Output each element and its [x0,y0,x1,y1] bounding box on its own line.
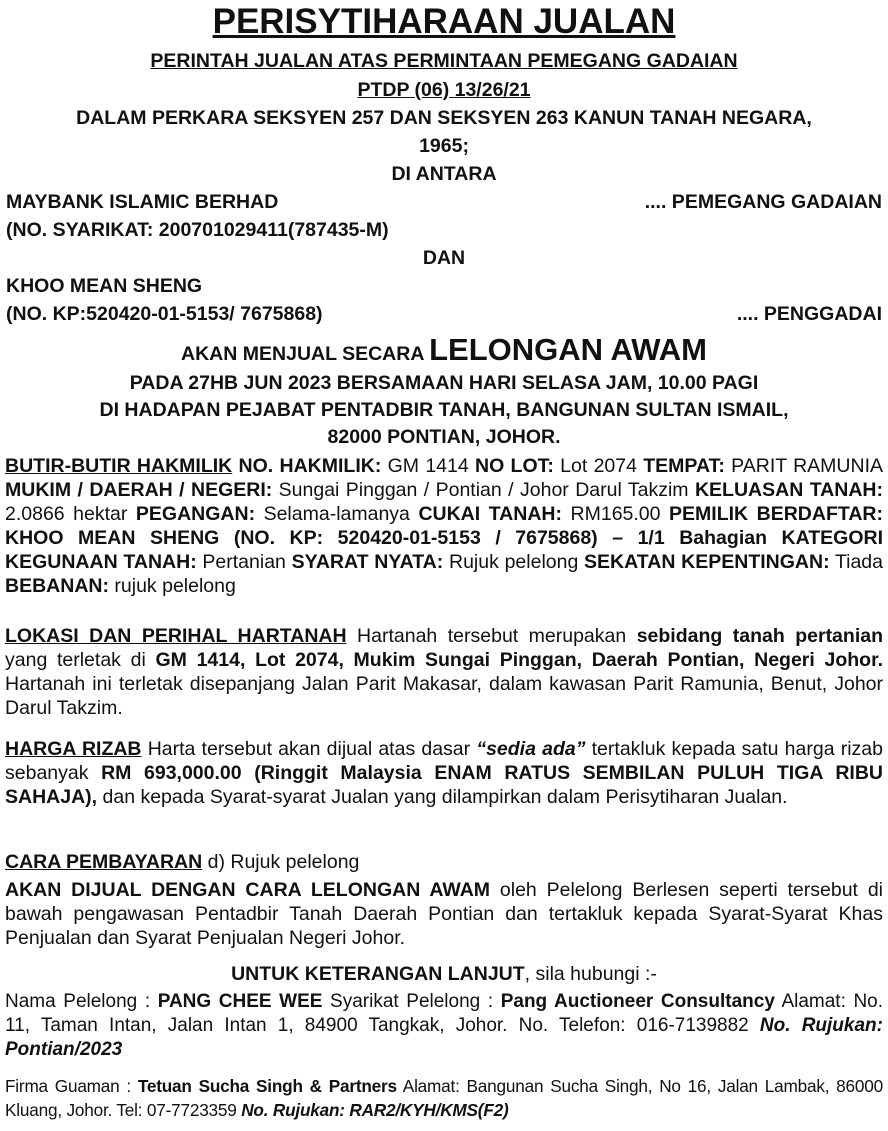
contact-heading-line [6,962,882,986]
tax: RM165.00 [562,503,670,525]
reserve-price: RM 693,000.00 (Ringgit Malaysia ENAM RATUS SEMBILAN PULUH TIGA RIBU SAHAJA), [5,762,883,808]
chargee-registration: (NO. SYARIKAT: 200701029411(787435-M) [6,219,389,241]
label-title-no: NO. HAKMILIK: [232,455,382,477]
between-label: DI ANTARA [391,163,497,185]
tenure: Selama-lamanya [255,503,419,525]
label-tenure: PEGANGAN: [135,503,256,525]
auctioneer-name: PANG CHEE WEE [157,991,323,1012]
auction-big: LELONGAN AWAM [429,332,707,367]
location-bold-1: sebidang tanah pertanian [636,625,883,647]
place: PARIT RAMUNIA [724,455,884,477]
sale-text: oleh Pelelong Berlesen seperti tersebut di bawah pengawasan Pentadbir Tanah Daerah Pontian dan tertakluk kepada Syarat-Syarat Khas Penjualan dan Syarat Penjualan Negeri Johor. [5,879,883,949]
law-firm-address: Alamat: Bangunan Sucha Singh, No 16, Jalan Lambak, 86000 Kluang, Johor. Tel: 07-7723359 [5,1076,883,1120]
reserve-as-is: “sedia ada” [476,738,586,760]
chargee-name: MAYBANK ISLAMIC BERHAD [6,191,279,213]
reserve-section [5,737,883,809]
label-lot: NO LOT: [475,455,554,477]
contact-heading-suffix: , sila hubungi :- [524,963,657,985]
law-firm-details [5,1074,883,1122]
chargor-id: (NO. KP:520420-01-5153/ 7675868) [6,303,323,325]
auctioneer-reference: No. Rujukan: Pontian/2023 [5,1015,883,1060]
reserve-text-1: Harta tersebut akan dijual atas dasar [141,738,477,760]
chargee-role: .... PEMEGANG GADAIAN [644,191,882,213]
auction-lead: AKAN MENJUAL SECARA [181,343,430,365]
location-text-3: Hartanah ini terletak disepanjang Jalan Parit Makasar, dalam kawasan Parit Ramunia, Benut, Johor Darul Takzim. [5,673,883,719]
auction-date: PADA 27HB JUN 2023 BERSAMAAN HARI SELASA JAM, 10.00 PAGI [129,372,759,394]
condition: Rujuk pelelong [443,551,585,573]
mukim: Sungai Pinggan / Pontian / Johor Darul Takzim [272,479,695,501]
order-subtitle: PERINTAH JUALAN ATAS PERMINTAAN PEMEGANG GADAIAN [150,50,738,72]
label-tax: CUKAI TANAH: [418,503,562,525]
matter-line-1: DALAM PERKARA SEKSYEN 257 DAN SEKSYEN 263 KANUN TANAH NEGARA, [76,107,812,129]
title-no: GM 1414 [381,455,476,477]
reserve-heading: HARGA RIZAB [5,738,142,760]
label-restriction: SEKATAN KEPENTINGAN: [584,551,830,573]
location-text-2: yang terletak di [5,649,156,671]
auctioneer-address: Alamat: No. 11, Taman Intan, Jalan Intan 1, 84900 Tangkak, Johor. No. Telefon: 016-7139882 [5,991,884,1036]
restriction: Tiada [829,551,883,573]
sale-section [5,878,883,950]
location-section [5,624,883,720]
location-heading: LOKASI DAN PERIHAL HARTANAH [5,625,347,647]
location-bold-2: GM 1414, Lot 2074, Mukim Sungai Pinggan, Daerah Pontian, Negeri Johor. [155,649,883,671]
and-label: DAN [422,247,466,269]
auction-venue-1: DI HADAPAN PEJABAT PENTADBIR TANAH, BANGUNAN SULTAN ISMAIL, [99,399,789,421]
payment-section [5,850,883,874]
auction-venue-2: 82000 PONTIAN, JOHOR. [327,426,561,448]
label-auctioneer: Nama Pelelong : [5,991,158,1012]
reserve-text-3: dan kepada Syarat-syarat Jualan yang dilampirkan dalam Perisytiharan Jualan. [97,786,788,808]
reserve-text-2: tertakluk kepada satu harga rizab sebanyak [5,738,883,784]
sale-bold: AKAN DIJUAL DENGAN CARA LELONGAN AWAM [5,879,491,901]
land-category: Pertanian [196,551,292,573]
lot: Lot 2074 [553,455,644,477]
label-company: Syarikat Pelelong : [322,991,501,1012]
chargee-row [6,190,882,214]
label-mukim: MUKIM / DAERAH / NEGERI: [5,479,273,501]
auctioneer-company: Pang Auctioneer Consultancy [500,991,775,1012]
chargor-name: KHOO MEAN SHENG [6,275,203,297]
registered-owner: PEMILIK BERDAFTAR: KHOO MEAN SHENG (NO. KP: 520420-01-5153 / 7675868) – 1/1 Bahagian KATEGORI KEGUNAAN TANAH: [5,503,883,573]
chargor-row [6,302,882,326]
matter-line-2: 1965; [419,135,469,157]
law-firm-name: Tetuan Sucha Singh & Partners [137,1076,397,1096]
label-encumbrance: BEBANAN: [5,575,109,597]
payment-text: d) Rujuk pelelong [202,851,360,873]
label-place: TEMPAT: [643,455,725,477]
page-title: PERISYTIHARAAN JUALAN [212,2,676,41]
area: 2.0866 hektar [5,503,136,525]
location-text-1: Hartanah tersebut merupakan [346,625,637,647]
title-details-heading: BUTIR-BUTIR HAKMILIK [5,455,233,477]
auctioneer-details [5,990,883,1062]
payment-heading: CARA PEMBAYARAN [5,851,203,873]
contact-heading: UNTUK KETERANGAN LANJUT [231,963,525,985]
law-firm-reference: No. Rujukan: RAR2/KYH/KMS(F2) [241,1100,509,1120]
reference-number: PTDP (06) 13/26/21 [357,79,531,101]
chargor-role: .... PENGGADAI [736,303,882,325]
label-area: KELUASAN TANAH: [694,479,883,501]
auction-announcement [6,333,882,371]
title-details [5,454,883,598]
encumbrance: rujuk pelelong [109,575,236,597]
label-law-firm: Firma Guaman : [5,1076,138,1096]
label-condition: SYARAT NYATA: [291,551,444,573]
